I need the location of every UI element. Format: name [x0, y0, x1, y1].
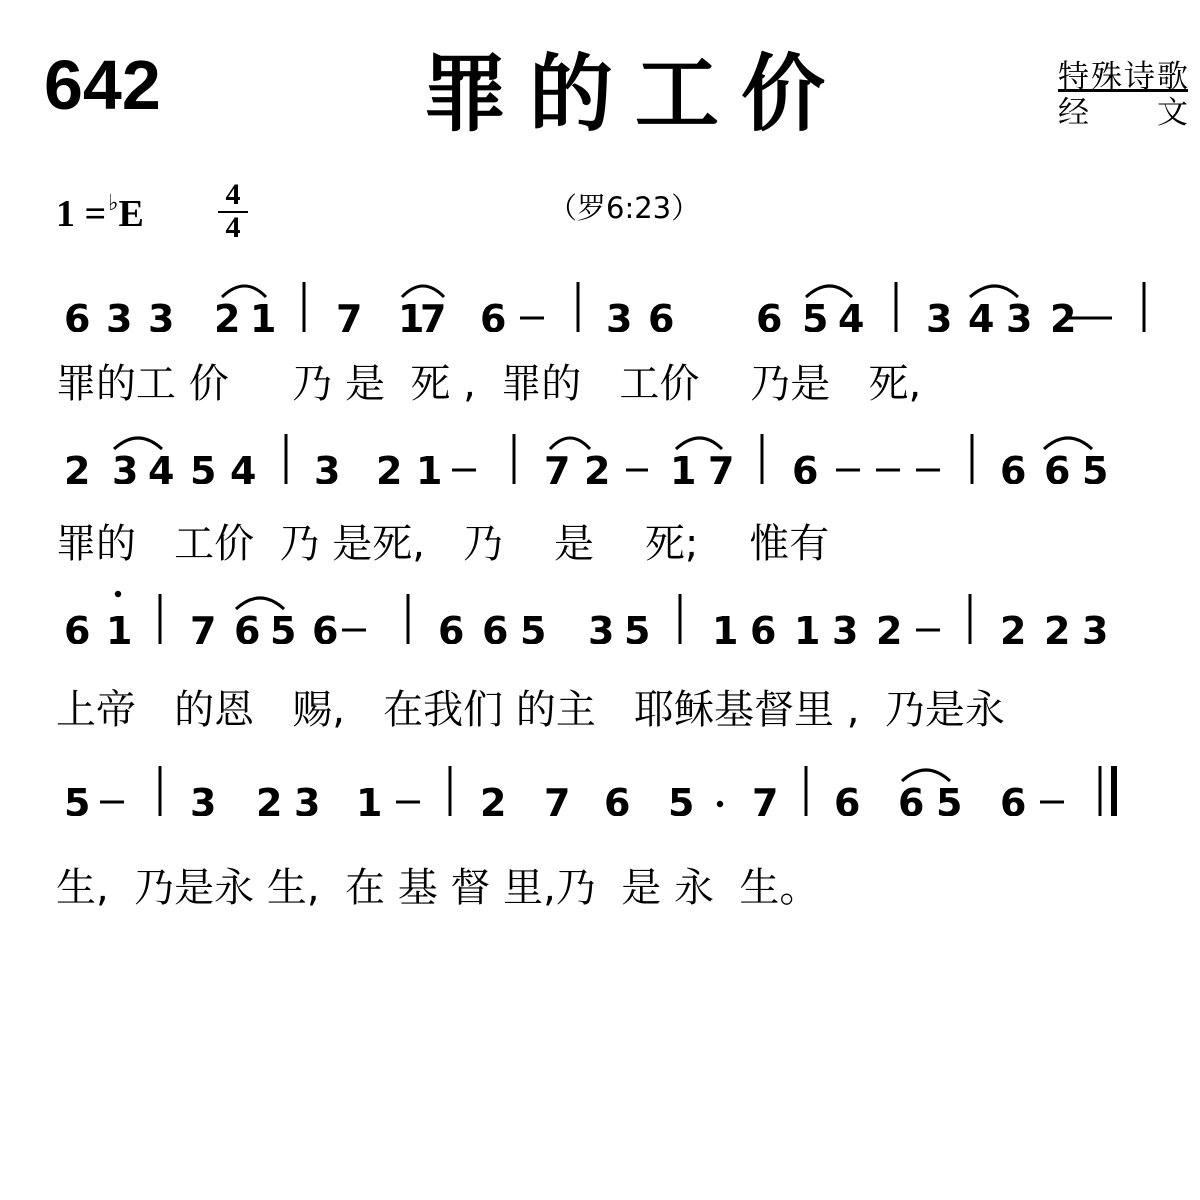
- note: 5: [624, 609, 651, 644]
- note: 5: [936, 781, 963, 816]
- note: 3: [1082, 609, 1109, 644]
- note: 3: [294, 781, 321, 816]
- time-signature: [218, 180, 248, 243]
- note: 7: [544, 781, 571, 816]
- note: 7: [752, 781, 779, 816]
- note: 6: [750, 609, 777, 644]
- notation-row-2: [0, 424, 1200, 484]
- note: 6: [438, 609, 465, 644]
- note: 5: [520, 609, 547, 644]
- note: 2: [64, 449, 91, 484]
- note: 2: [1044, 609, 1071, 644]
- note: 7: [190, 609, 217, 644]
- note: 6: [64, 609, 91, 644]
- note: 2: [876, 609, 903, 644]
- note: 2: [256, 781, 283, 816]
- note: 7: [420, 297, 447, 332]
- note: 3: [106, 297, 133, 332]
- hymn-number: 642: [44, 46, 161, 124]
- time-bottom: 4: [218, 211, 248, 244]
- source-type-label: 经文: [1058, 95, 1188, 131]
- note: 6: [1000, 449, 1027, 484]
- note: 3: [1006, 297, 1033, 332]
- note: 1: [398, 297, 425, 332]
- note: 5: [270, 609, 297, 644]
- note: 3: [926, 297, 953, 332]
- category-label: 特殊诗歌: [1058, 59, 1188, 95]
- flat-sign: ♭: [108, 190, 119, 215]
- note: 4: [230, 449, 257, 484]
- note: 6: [898, 781, 925, 816]
- note: 3: [832, 609, 859, 644]
- note: 2: [1000, 609, 1027, 644]
- note: 6: [792, 449, 819, 484]
- lyrics-row-4: 生, 乃是永 生, 在 基 督 里,乃 是 永 生。: [56, 865, 820, 911]
- note: 6: [1000, 781, 1027, 816]
- note: 1: [794, 609, 821, 644]
- notation-row-3: [0, 584, 1200, 644]
- time-top: 4: [225, 178, 241, 211]
- note: 5: [190, 449, 217, 484]
- note: 3: [606, 297, 633, 332]
- note: 3: [190, 781, 217, 816]
- lyrics-row-3: 上帝 的恩 赐, 在我们 的主 耶稣基督里 , 乃是永: [56, 687, 1005, 733]
- note: 6: [648, 297, 675, 332]
- note: 6: [312, 609, 339, 644]
- note: 2: [584, 449, 611, 484]
- note: 6: [1044, 449, 1071, 484]
- notation-row-1: [0, 272, 1200, 332]
- note: 6: [604, 781, 631, 816]
- note: 7: [708, 449, 735, 484]
- note: 2: [1050, 297, 1077, 332]
- note: 5: [1082, 449, 1109, 484]
- key-prefix: 1 =: [56, 193, 107, 235]
- lyrics-row-1: 罪的工 价 乃 是 死 , 罪的 工价 乃是 死,: [56, 361, 922, 407]
- lyrics-row-2: 罪的 工价 乃 是死, 乃 是 死; 惟有: [56, 521, 830, 567]
- note: 2: [376, 449, 403, 484]
- note: 3: [148, 297, 175, 332]
- note: 3: [112, 449, 139, 484]
- note: 6: [482, 609, 509, 644]
- note: 2: [214, 297, 241, 332]
- note: 2: [480, 781, 507, 816]
- key-signature: [56, 192, 144, 233]
- note: 5: [668, 781, 695, 816]
- note: 1: [106, 609, 133, 644]
- note: 6: [64, 297, 91, 332]
- hymn-title: 罪的工价: [422, 45, 847, 143]
- note: 6: [480, 297, 507, 332]
- note: 6: [756, 297, 783, 332]
- note: 1: [416, 449, 443, 484]
- note: 7: [544, 449, 571, 484]
- scripture-reference: （罗6:23）: [548, 191, 701, 225]
- note: 4: [148, 449, 175, 484]
- note: 5: [802, 297, 829, 332]
- notation-row-4: [0, 756, 1200, 816]
- note: 4: [968, 297, 995, 332]
- note: 4: [838, 297, 865, 332]
- note: 5: [64, 781, 91, 816]
- note: 1: [356, 781, 383, 816]
- note: 3: [314, 449, 341, 484]
- note: 3: [588, 609, 615, 644]
- key-note: E: [118, 193, 144, 235]
- note: 1: [670, 449, 697, 484]
- note: 1: [250, 297, 277, 332]
- note: 6: [834, 781, 861, 816]
- note: 7: [336, 297, 363, 332]
- note: 6: [234, 609, 261, 644]
- note: 1: [712, 609, 739, 644]
